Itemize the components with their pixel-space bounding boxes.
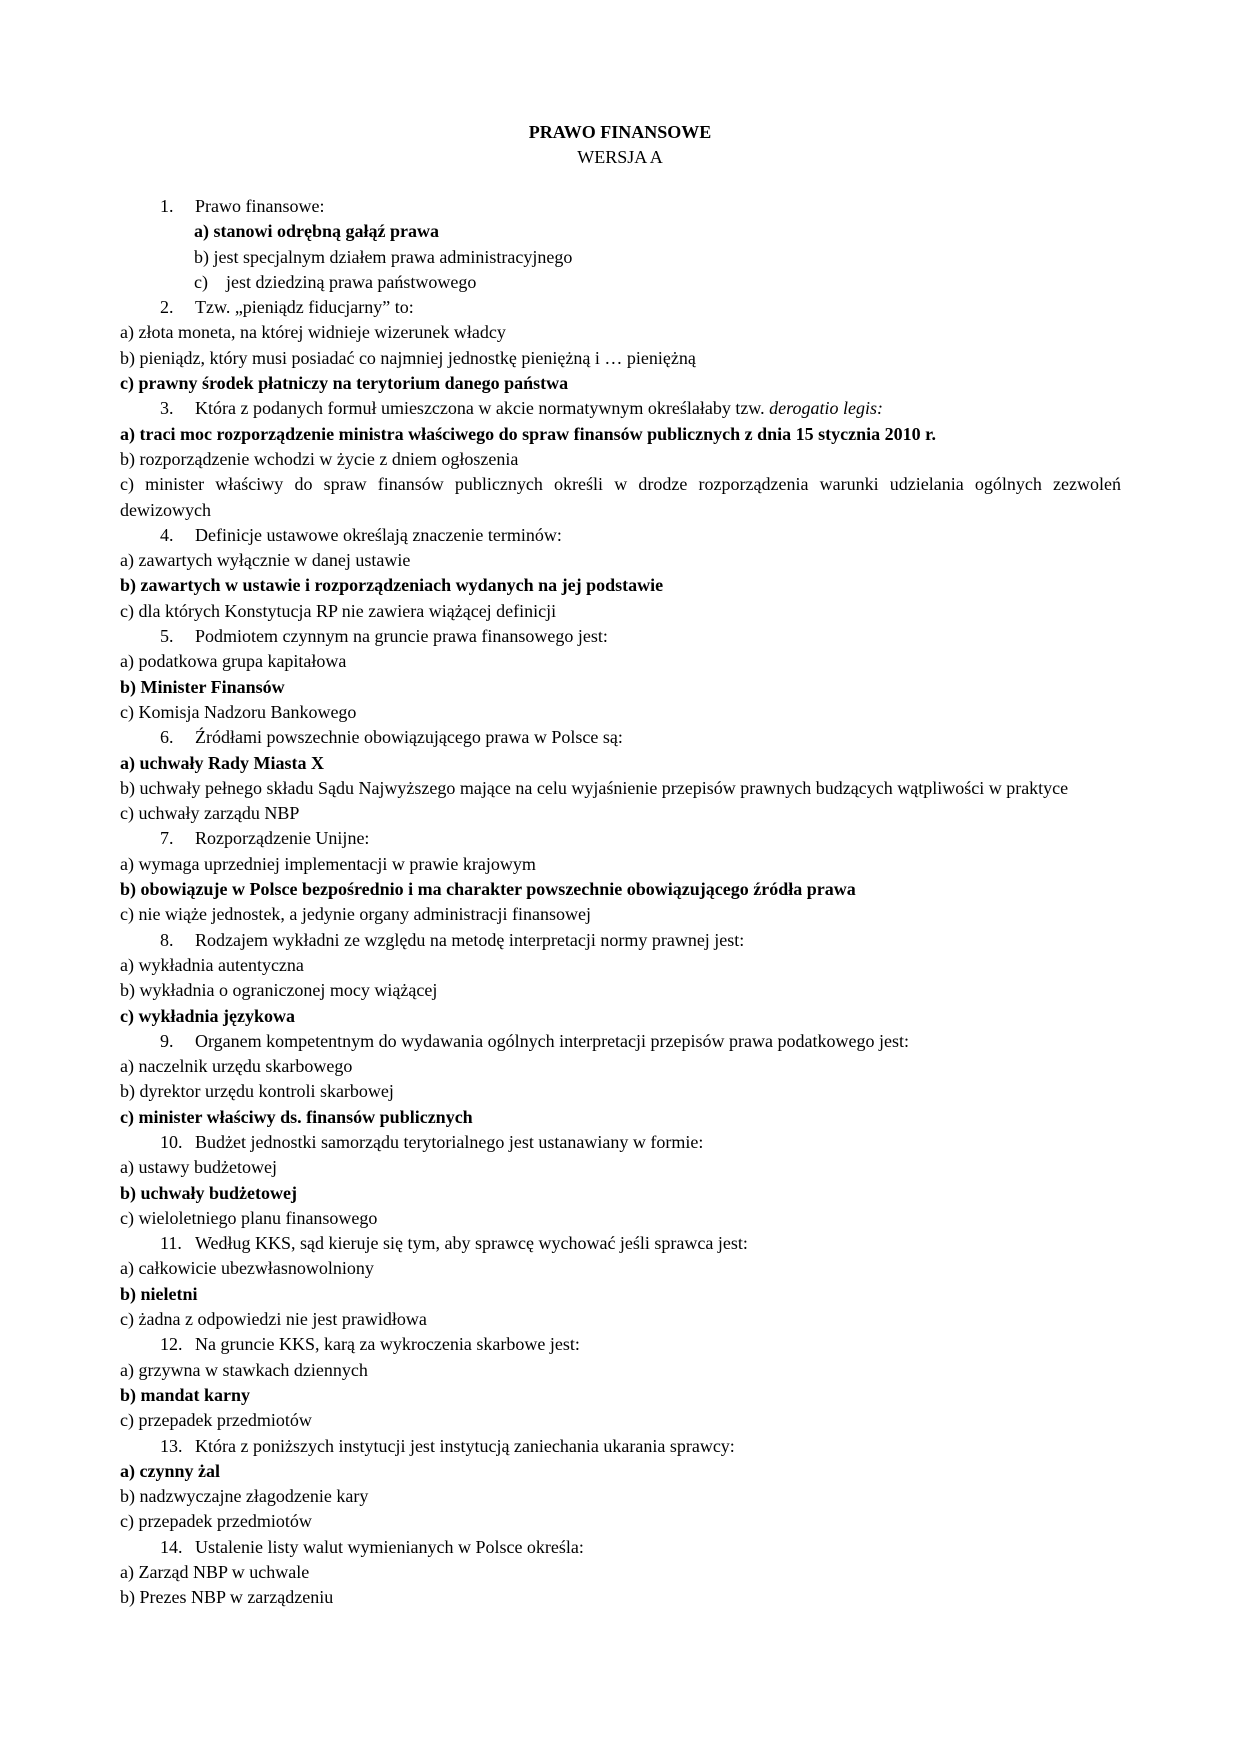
question-6: [120, 725, 1121, 750]
answer-11a: a) całkowicie ubezwłasnowolniony: [120, 1258, 374, 1279]
answer-12c: c) przepadek przedmiotów: [120, 1410, 312, 1431]
answer-10c: c) wieloletniego planu finansowego: [120, 1207, 378, 1228]
question-text: Podmiotem czynnym na gruncie prawa finansowego jest:: [195, 626, 608, 647]
question-number: 9.: [160, 1030, 174, 1051]
question-number: 5.: [160, 626, 174, 647]
answer-5a: a) podatkowa grupa kapitałowa: [120, 651, 347, 672]
question-7: [120, 826, 1121, 851]
answer-6c: c) uchwały zarządu NBP: [120, 803, 300, 824]
answer-6a: a) uchwały Rady Miasta X: [120, 752, 325, 773]
question-text: Ustalenie listy walut wymienianych w Polsce określa:: [195, 1536, 584, 1557]
question-list: [120, 194, 1121, 1611]
question-9: [120, 1029, 1121, 1054]
question-4: [120, 523, 1121, 548]
question-number: 4.: [160, 524, 174, 545]
question-text: Rodzajem wykładni ze względu na metodę interpretacji normy prawnej jest:: [195, 929, 745, 950]
document-version: WERSJA A: [577, 147, 663, 167]
answer-2c: c) prawny środek płatniczy na terytorium danego państwa: [120, 373, 569, 394]
answer-2b: b) pieniądz, który musi posiadać co najmniej jednostkę pieniężną i … pieniężną: [120, 347, 696, 368]
question-11: [120, 1231, 1121, 1256]
answer-11b: b) nieletni: [120, 1283, 198, 1304]
answer-label: c): [194, 271, 208, 292]
answer-11c: c) żadna z odpowiedzi nie jest prawidłowa: [120, 1309, 427, 1330]
question-number: 1.: [160, 196, 174, 216]
answer-13c: c) przepadek przedmiotów: [120, 1511, 312, 1532]
answer-9a: a) naczelnik urzędu skarbowego: [120, 1056, 353, 1077]
answer-8a: a) wykładnia autentyczna: [120, 954, 304, 975]
answer-4c: c) dla których Konstytucja RP nie zawiera wiążącej definicji: [120, 600, 557, 621]
answer-5b: b) Minister Finansów: [120, 676, 285, 697]
answer-9c: c) minister właściwy ds. finansów publicznych: [120, 1106, 473, 1127]
question-14: [120, 1535, 1121, 1560]
question-1: [120, 194, 1121, 219]
answer-1b: b) jest specjalnym działem prawa administracyjnego: [194, 246, 573, 267]
question-13: [120, 1434, 1121, 1459]
document-title: PRAWO FINANSOWE: [528, 122, 712, 142]
answer-2a: a) złota moneta, na której widnieje wizerunek władcy: [120, 322, 506, 343]
question-12: [120, 1332, 1121, 1357]
question-number: 13.: [160, 1435, 183, 1456]
question-text-emphasis: derogatio legis:: [769, 398, 883, 419]
question-text: Budżet jednostki samorządu terytorialnego jest ustanawiany w formie:: [195, 1131, 704, 1152]
question-3: [120, 396, 1121, 421]
question-number: 14.: [160, 1536, 183, 1557]
question-text: Tzw. „pieniądz fiducjarny” to:: [195, 297, 414, 318]
answer-4a: a) zawartych wyłącznie w danej ustawie: [120, 550, 411, 571]
answer-9b: b) dyrektor urzędu kontroli skarbowej: [120, 1081, 394, 1102]
answer-5c: c) Komisja Nadzoru Bankowego: [120, 701, 357, 722]
answer-10a: a) ustawy budżetowej: [120, 1157, 277, 1178]
answer-7c: c) nie wiąże jednostek, a jedynie organy administracji finansowej: [120, 904, 592, 925]
question-text: Według KKS, sąd kieruje się tym, aby sprawcę wychować jeśli sprawca jest:: [195, 1233, 748, 1254]
question-text: Która z podanych formuł umieszczona w akcie normatywnym określałaby tzw.: [195, 398, 765, 419]
question-text: Która z poniższych instytucji jest instytucją zaniechania ukarania sprawcy:: [195, 1435, 735, 1456]
question-number: 6.: [160, 727, 174, 748]
answer-14a: a) Zarząd NBP w uchwale: [120, 1562, 310, 1583]
answer-3c: c) minister właściwy do spraw finansów publicznych określi w drodze rozporządzenia warunki udzielania ogólnych zezwoleń dewizowych: [120, 474, 1121, 520]
question-number: 8.: [160, 929, 174, 950]
answer-8b: b) wykładnia o ograniczonej mocy wiążącej: [120, 980, 438, 1001]
answer-4b: b) zawartych w ustawie i rozporządzeniach wydanych na jej podstawie: [120, 575, 664, 596]
answer-6b: b) uchwały pełnego składu Sądu Najwyższego mające na celu wyjaśnienie przepisów prawnych budzących wątpliwości w praktyce: [120, 777, 1069, 798]
question-2: [120, 295, 1121, 320]
answer-12b: b) mandat karny: [120, 1384, 251, 1405]
answer-8c: c) wykładnia językowa: [120, 1005, 295, 1026]
answer-13b: b) nadzwyczajne złagodzenie kary: [120, 1486, 369, 1507]
question-text: Rozporządzenie Unijne:: [195, 828, 370, 849]
question-number: 12.: [160, 1334, 183, 1355]
question-5: [120, 624, 1121, 649]
document-header: [0, 120, 1240, 170]
question-text: Źródłami powszechnie obowiązującego prawa w Polsce są:: [195, 727, 623, 748]
question-text: Prawo finansowe:: [195, 196, 325, 216]
answer-text: jest dziedziną prawa państwowego: [226, 271, 477, 292]
question-8: [120, 928, 1121, 953]
answer-13a: a) czynny żal: [120, 1460, 220, 1481]
answer-3a: a) traci moc rozporządzenie ministra właściwego do spraw finansów publicznych z dnia 15 stycznia 2010 r.: [120, 423, 936, 444]
answer-7a: a) wymaga uprzedniej implementacji w prawie krajowym: [120, 853, 536, 874]
question-number: 10.: [160, 1131, 183, 1152]
answer-12a: a) grzywna w stawkach dziennych: [120, 1359, 368, 1380]
question-number: 3.: [160, 398, 174, 419]
question-number: 11.: [160, 1233, 182, 1254]
answer-10b: b) uchwały budżetowej: [120, 1182, 298, 1203]
answer-3b: b) rozporządzenie wchodzi w życie z dniem ogłoszenia: [120, 448, 519, 469]
question-text: Na gruncie KKS, karą za wykroczenia skarbowe jest:: [195, 1334, 580, 1355]
question-text: Definicje ustawowe określają znaczenie terminów:: [195, 524, 562, 545]
question-10: [120, 1130, 1121, 1155]
answer-7b: b) obowiązuje w Polsce bezpośrednio i ma charakter powszechnie obowiązującego źródła prawa: [120, 879, 856, 900]
answer-1c: [120, 270, 1121, 295]
answer-1a: a) stanowi odrębną gałąź prawa: [194, 221, 440, 242]
answer-14b: b) Prezes NBP w zarządzeniu: [120, 1587, 334, 1608]
question-number: 7.: [160, 828, 174, 849]
question-number: 2.: [160, 297, 174, 318]
question-text: Organem kompetentnym do wydawania ogólnych interpretacji przepisów prawa podatkowego jest:: [195, 1030, 909, 1051]
